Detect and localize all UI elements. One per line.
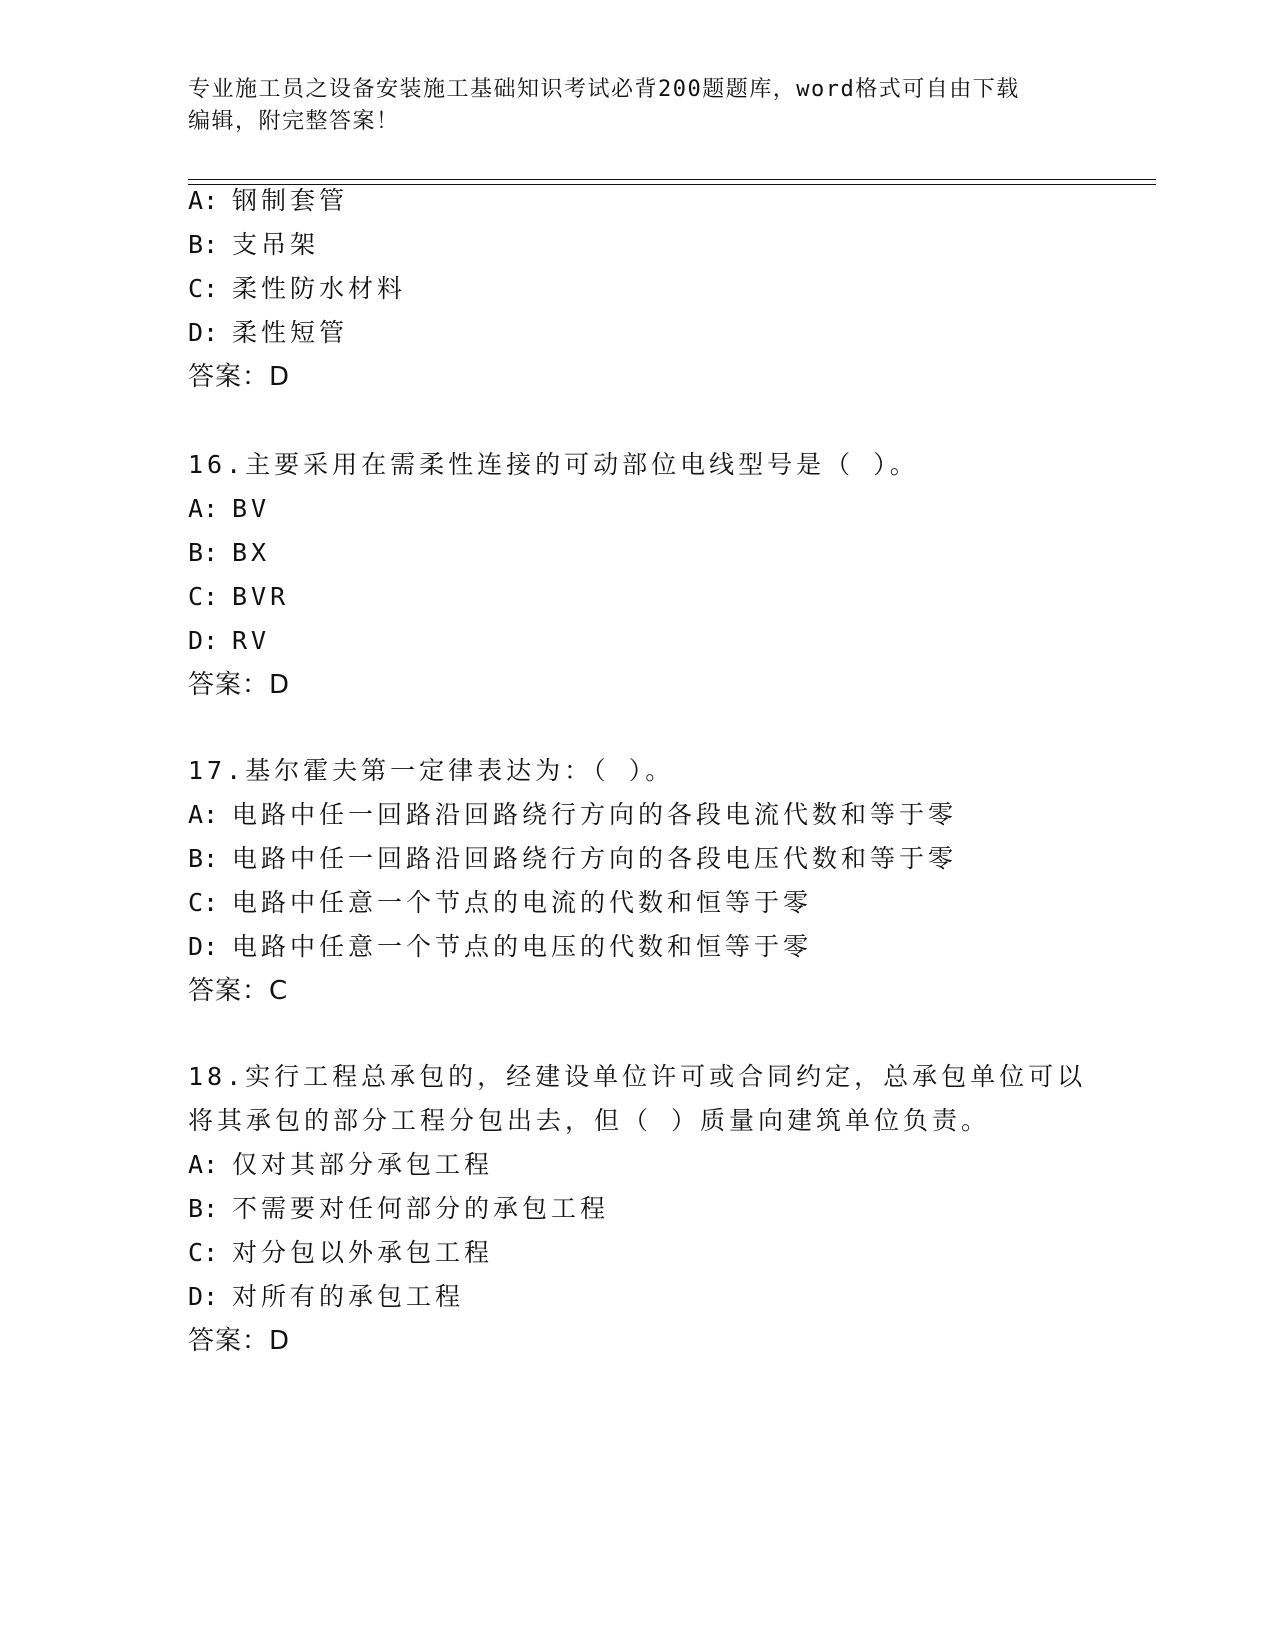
option-row	[188, 930, 812, 964]
option-row	[188, 1148, 493, 1182]
answer-line: 答案：D	[188, 1326, 291, 1356]
option-row	[188, 624, 270, 658]
header-line-1: 专业施工员之设备安装施工基础知识考试必背200题题库，word格式可自由下载	[188, 77, 1020, 102]
question-text: 18.实行工程总承包的，经建设单位许可或合同约定，总承包单位可以	[188, 1062, 1087, 1091]
option-text: BV	[232, 494, 271, 523]
option-text: 对分包以外承包工程	[232, 1238, 494, 1267]
option-letter: A:	[188, 494, 219, 523]
option-text: RV	[232, 626, 271, 655]
answer-line: 答案：D	[188, 362, 291, 392]
option-letter: B:	[188, 538, 219, 567]
question-text: 16.主要采用在需柔性连接的可动部位电线型号是（ ）。	[188, 450, 919, 479]
option-text: 电路中任意一个节点的电压的代数和恒等于零	[232, 932, 813, 961]
option-letter: C:	[188, 274, 219, 303]
option-text: 不需要对任何部分的承包工程	[232, 1194, 610, 1223]
option-letter: D:	[188, 626, 219, 655]
option-row	[188, 1236, 493, 1270]
option-text: 电路中任一回路沿回路绕行方向的各段电流代数和等于零	[232, 800, 958, 829]
option-row	[188, 272, 406, 306]
option-letter: A:	[188, 186, 219, 215]
option-letter: B:	[188, 1194, 219, 1223]
option-row	[188, 184, 348, 218]
option-row	[188, 842, 957, 876]
option-row	[188, 316, 348, 350]
option-row	[188, 1280, 464, 1314]
header-divider-top	[188, 179, 1156, 180]
option-letter: B:	[188, 844, 219, 873]
option-letter: D:	[188, 1282, 219, 1311]
option-row	[188, 798, 957, 832]
option-letter: D:	[188, 318, 219, 347]
option-text: BVR	[232, 582, 290, 611]
header-line-2: 编辑，附完整答案！	[188, 109, 400, 134]
option-letter: D:	[188, 932, 219, 961]
option-letter: A:	[188, 800, 219, 829]
option-letter: C:	[188, 582, 219, 611]
option-row	[188, 228, 319, 262]
option-row	[188, 1192, 609, 1226]
option-row	[188, 536, 270, 570]
option-text: 柔性防水材料	[232, 274, 407, 303]
option-row	[188, 886, 812, 920]
question-text-continued: 将其承包的部分工程分包出去，但（ ）质量向建筑单位负责。	[188, 1106, 991, 1135]
document-header	[188, 74, 1068, 138]
option-text: BX	[232, 538, 271, 567]
question-text: 17.基尔霍夫第一定律表达为：（ ）。	[188, 756, 675, 785]
option-text: 柔性短管	[232, 318, 349, 347]
option-letter: C:	[188, 888, 219, 917]
option-letter: A:	[188, 1150, 219, 1179]
option-letter: C:	[188, 1238, 219, 1267]
option-letter: B:	[188, 230, 219, 259]
option-row	[188, 492, 270, 526]
option-text: 支吊架	[232, 230, 320, 259]
option-text: 钢制套管	[232, 186, 349, 215]
option-text: 电路中任意一个节点的电流的代数和恒等于零	[232, 888, 813, 917]
option-text: 对所有的承包工程	[232, 1282, 465, 1311]
option-text: 仅对其部分承包工程	[232, 1150, 494, 1179]
option-row	[188, 580, 289, 614]
option-text: 电路中任一回路沿回路绕行方向的各段电压代数和等于零	[232, 844, 958, 873]
answer-line: 答案：C	[188, 976, 289, 1006]
answer-line: 答案：D	[188, 670, 291, 700]
